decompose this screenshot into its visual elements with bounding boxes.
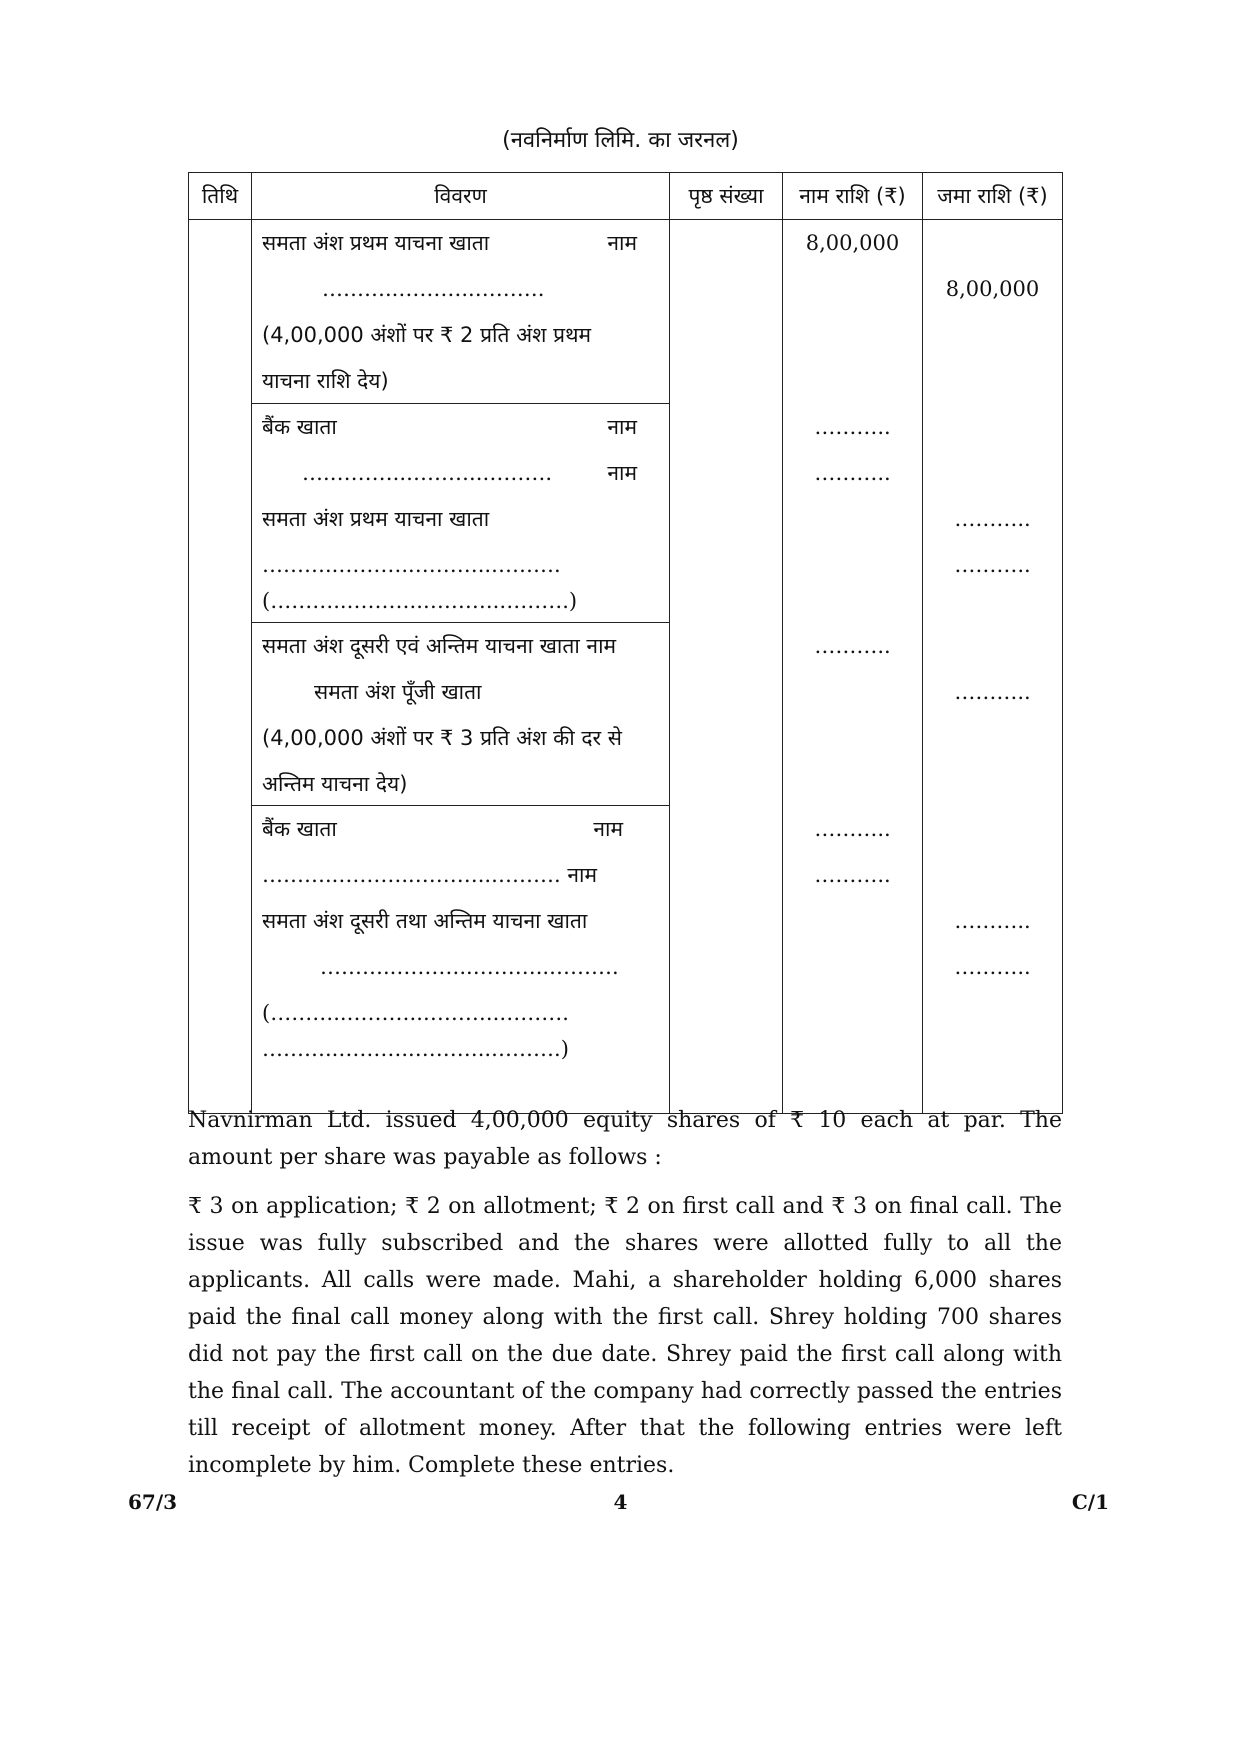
footer-code: 67/3 (128, 1490, 178, 1514)
entry-1-credit: 8,00,000 (923, 220, 1063, 404)
journal-entry-1 (189, 220, 1063, 404)
entry-3-debit: ……….. (783, 623, 923, 806)
entry-1-debit: 8,00,000 (783, 220, 923, 404)
header-lf: पृष्ठ संख्या (670, 173, 783, 220)
journal-entry-3 (189, 623, 1063, 806)
journal-entry-4 (189, 806, 1063, 1114)
header-particulars: विवरण (252, 173, 670, 220)
question-paragraph-1: Navnirman Ltd. issued 4,00,000 equity shares of ₹ 10 each at par. The amount per share was payable as follows : (188, 1108, 1062, 1170)
entry-1-narration-1: (4,00,000 अंशों पर ₹ 2 प्रति अंश प्रथम (262, 323, 592, 347)
entry-4-particulars: बैंक खाता नाम ………..………..………..………. नाम समता अंश दूसरी तथा अन्तिम याचना खाता ………..………..………..………. (………..………..………..………. ………..………..………..……….) (252, 806, 670, 1114)
entry-1-credit-line: ………..………..………. (322, 277, 545, 301)
entry-3-particulars: समता अंश दूसरी एवं अन्तिम याचना खाता नाम समता अंश पूँजी खाता (4,00,000 अंशों पर ₹ 3 प्रति अंश की दर से अन्तिम याचना देय) (252, 623, 670, 806)
header-date: तिथि (189, 173, 252, 220)
entry-4-credit: ……….. ……….. (923, 806, 1063, 1114)
entry-3-credit: ……….. (923, 623, 1063, 806)
question-paragraph-2: ₹ 3 on application; ₹ 2 on allotment; ₹ 2 on first call and ₹ 3 on final call. The issue was fully subscribed and the shares were allotted fully to all the applicants. All calls were made. Mahi, a shareholder holding 6,000 shares paid the final call money along with the first call. Shrey holding 700 shares did not pay the first call on the due date. Shrey paid the first call along with the final call. The accountant of the company had correctly passed the entries till receipt of allotment money. After that the following entries were left incomplete by him. Complete these entries. (188, 1194, 1062, 1478)
header-credit: जमा राशि (₹) (923, 173, 1063, 220)
entry-2-credit: ……….. ……….. (923, 404, 1063, 623)
header-debit: नाम राशि (₹) (783, 173, 923, 220)
journal-table (188, 172, 1063, 1114)
entry-2-debit: ……….. ……….. (783, 404, 923, 623)
entry-4-debit: ……….. ……….. (783, 806, 923, 1114)
entry-2-particulars: बैंक खाता नाम ….………..………..………. नाम समता अंश प्रथम याचना खाता ………..………..………..………. (………..………..………..……….) (252, 404, 670, 623)
entry-1-narration-2: याचना राशि देय) (262, 369, 389, 393)
footer-set: C/1 (1071, 1490, 1109, 1514)
lf-column (670, 220, 783, 1114)
journal-title: (नवनिर्माण लिमि. का जरनल) (502, 128, 739, 153)
entry-1-particulars (252, 220, 670, 404)
entry-1-debit-line: समता अंश प्रथम याचना खाता नाम (262, 231, 637, 255)
table-header-row (189, 173, 1063, 220)
date-column (189, 220, 252, 1114)
journal-entry-2 (189, 404, 1063, 623)
page-number: 4 (613, 1490, 628, 1514)
